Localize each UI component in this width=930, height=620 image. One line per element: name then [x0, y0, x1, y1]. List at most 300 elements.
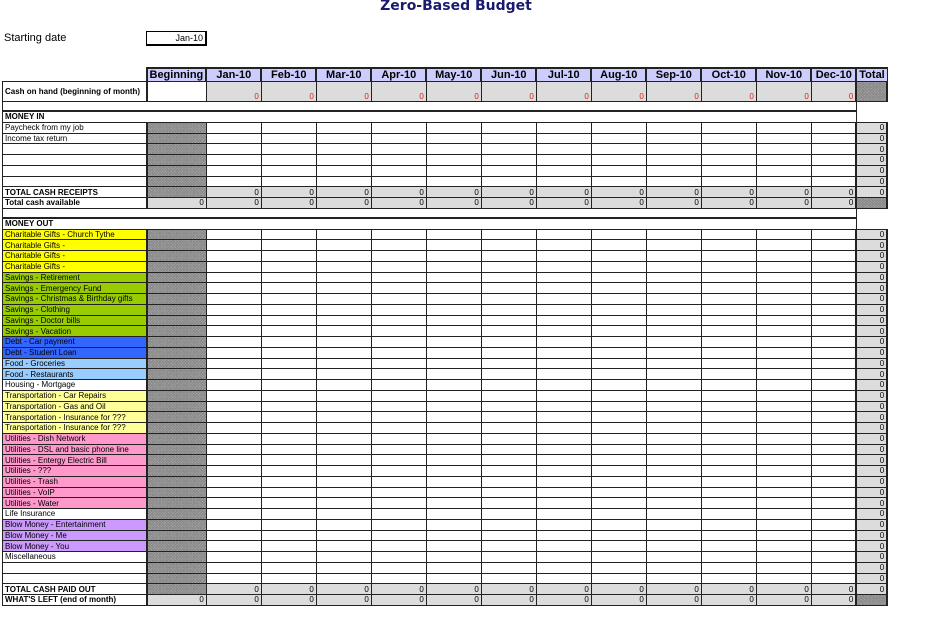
month-input[interactable]: [206, 347, 261, 358]
month-input[interactable]: [701, 261, 756, 272]
month-input[interactable]: [701, 304, 756, 315]
month-input[interactable]: [591, 251, 646, 262]
month-input[interactable]: [481, 380, 536, 391]
month-input[interactable]: [536, 541, 591, 552]
expense-label[interactable]: Transportation - Insurance for ???: [3, 423, 147, 434]
month-input[interactable]: [756, 541, 811, 552]
month-input[interactable]: [646, 444, 701, 455]
month-input[interactable]: [811, 251, 856, 262]
month-input[interactable]: [316, 562, 371, 573]
month-input[interactable]: [536, 369, 591, 380]
month-input[interactable]: [426, 466, 481, 477]
month-input[interactable]: [756, 337, 811, 348]
month-input[interactable]: [701, 122, 756, 133]
month-input[interactable]: [701, 369, 756, 380]
month-input[interactable]: [206, 133, 261, 144]
month-input[interactable]: [591, 573, 646, 584]
starting-date-input[interactable]: Jan-10: [146, 31, 207, 46]
month-input[interactable]: [206, 487, 261, 498]
month-input[interactable]: [701, 433, 756, 444]
expense-label[interactable]: Utilities - Trash: [3, 476, 147, 487]
month-input[interactable]: [261, 369, 316, 380]
month-input[interactable]: [426, 304, 481, 315]
month-input[interactable]: [646, 562, 701, 573]
month-input[interactable]: [371, 466, 426, 477]
month-input[interactable]: [591, 347, 646, 358]
month-input[interactable]: [536, 240, 591, 251]
month-input[interactable]: [371, 369, 426, 380]
month-input[interactable]: [481, 509, 536, 520]
expense-label[interactable]: Savings - Emergency Fund: [3, 283, 147, 294]
month-input[interactable]: [206, 412, 261, 423]
month-input[interactable]: [316, 315, 371, 326]
month-input[interactable]: [316, 498, 371, 509]
expense-label[interactable]: Savings - Retirement: [3, 272, 147, 283]
month-input[interactable]: [371, 261, 426, 272]
month-input[interactable]: [426, 455, 481, 466]
expense-label[interactable]: Savings - Doctor bills: [3, 315, 147, 326]
month-input[interactable]: [426, 498, 481, 509]
month-input[interactable]: [536, 358, 591, 369]
month-input[interactable]: [756, 144, 811, 155]
month-input[interactable]: [591, 423, 646, 434]
month-input[interactable]: [481, 251, 536, 262]
month-input[interactable]: [261, 176, 316, 187]
month-input[interactable]: [646, 369, 701, 380]
month-input[interactable]: [646, 272, 701, 283]
month-input[interactable]: [481, 261, 536, 272]
month-input[interactable]: [591, 176, 646, 187]
month-input[interactable]: [591, 315, 646, 326]
month-input[interactable]: [811, 176, 856, 187]
month-input[interactable]: [536, 122, 591, 133]
month-input[interactable]: [646, 487, 701, 498]
expense-label[interactable]: Utilities - Entergy Electric Bill: [3, 455, 147, 466]
month-input[interactable]: [481, 176, 536, 187]
month-input[interactable]: [646, 283, 701, 294]
month-input[interactable]: [536, 326, 591, 337]
month-input[interactable]: [426, 155, 481, 166]
month-input[interactable]: [756, 251, 811, 262]
month-input[interactable]: [316, 358, 371, 369]
month-input[interactable]: [316, 261, 371, 272]
month-input[interactable]: [646, 530, 701, 541]
month-input[interactable]: [646, 552, 701, 563]
month-input[interactable]: [426, 272, 481, 283]
month-input[interactable]: [206, 401, 261, 412]
month-input[interactable]: [206, 369, 261, 380]
month-input[interactable]: [701, 476, 756, 487]
month-input[interactable]: [701, 229, 756, 240]
month-input[interactable]: [536, 347, 591, 358]
month-input[interactable]: [536, 487, 591, 498]
month-input[interactable]: [756, 519, 811, 530]
month-input[interactable]: [371, 272, 426, 283]
month-input[interactable]: [701, 390, 756, 401]
month-input[interactable]: [646, 509, 701, 520]
month-input[interactable]: [646, 144, 701, 155]
month-input[interactable]: [811, 433, 856, 444]
month-input[interactable]: [756, 155, 811, 166]
month-input[interactable]: [261, 304, 316, 315]
month-input[interactable]: [646, 541, 701, 552]
month-input[interactable]: [261, 390, 316, 401]
month-input[interactable]: [316, 455, 371, 466]
month-input[interactable]: [481, 144, 536, 155]
month-input[interactable]: [811, 455, 856, 466]
month-input[interactable]: [536, 476, 591, 487]
month-input[interactable]: [481, 229, 536, 240]
month-input[interactable]: [701, 165, 756, 176]
month-input[interactable]: [481, 562, 536, 573]
month-input[interactable]: [646, 412, 701, 423]
month-input[interactable]: [371, 358, 426, 369]
month-input[interactable]: [811, 122, 856, 133]
month-input[interactable]: [536, 573, 591, 584]
expense-label[interactable]: Utilities - ???: [3, 466, 147, 477]
month-input[interactable]: [426, 176, 481, 187]
month-input[interactable]: [701, 294, 756, 305]
month-input[interactable]: [371, 423, 426, 434]
month-input[interactable]: [261, 144, 316, 155]
month-input[interactable]: [426, 283, 481, 294]
month-input[interactable]: [536, 315, 591, 326]
month-input[interactable]: [426, 562, 481, 573]
month-input[interactable]: [591, 487, 646, 498]
month-input[interactable]: [316, 229, 371, 240]
month-input[interactable]: [646, 498, 701, 509]
month-input[interactable]: [591, 562, 646, 573]
month-input[interactable]: [756, 433, 811, 444]
month-input[interactable]: [591, 476, 646, 487]
month-input[interactable]: [481, 165, 536, 176]
income-label[interactable]: [3, 155, 147, 166]
month-input[interactable]: [481, 433, 536, 444]
month-input[interactable]: [316, 444, 371, 455]
month-input[interactable]: [261, 487, 316, 498]
month-input[interactable]: [316, 519, 371, 530]
month-input[interactable]: [481, 552, 536, 563]
month-input[interactable]: [646, 476, 701, 487]
month-input[interactable]: [206, 337, 261, 348]
month-input[interactable]: [316, 272, 371, 283]
month-input[interactable]: [756, 476, 811, 487]
month-input[interactable]: [591, 272, 646, 283]
month-input[interactable]: [371, 337, 426, 348]
month-input[interactable]: [811, 519, 856, 530]
month-input[interactable]: [646, 133, 701, 144]
month-input[interactable]: [481, 498, 536, 509]
month-input[interactable]: [591, 530, 646, 541]
month-input[interactable]: [591, 380, 646, 391]
month-input[interactable]: [261, 509, 316, 520]
month-input[interactable]: [536, 261, 591, 272]
month-input[interactable]: [426, 401, 481, 412]
income-label[interactable]: Income tax return: [3, 133, 147, 144]
month-input[interactable]: [371, 476, 426, 487]
month-input[interactable]: [206, 294, 261, 305]
month-input[interactable]: [646, 573, 701, 584]
month-input[interactable]: [206, 380, 261, 391]
month-input[interactable]: [811, 144, 856, 155]
month-input[interactable]: [811, 261, 856, 272]
month-input[interactable]: [481, 272, 536, 283]
month-input[interactable]: [756, 133, 811, 144]
month-input[interactable]: [426, 165, 481, 176]
month-input[interactable]: [316, 476, 371, 487]
month-input[interactable]: [481, 155, 536, 166]
month-input[interactable]: [481, 358, 536, 369]
month-input[interactable]: [701, 272, 756, 283]
expense-label[interactable]: Housing - Mortgage: [3, 380, 147, 391]
month-input[interactable]: [316, 541, 371, 552]
month-input[interactable]: [811, 155, 856, 166]
month-input[interactable]: [701, 315, 756, 326]
month-input[interactable]: [206, 390, 261, 401]
month-input[interactable]: [481, 369, 536, 380]
month-input[interactable]: [371, 165, 426, 176]
month-input[interactable]: [756, 487, 811, 498]
month-input[interactable]: [426, 315, 481, 326]
month-input[interactable]: [481, 122, 536, 133]
month-input[interactable]: [591, 401, 646, 412]
month-input[interactable]: [756, 423, 811, 434]
month-input[interactable]: [756, 176, 811, 187]
month-input[interactable]: [206, 240, 261, 251]
month-input[interactable]: [701, 530, 756, 541]
month-input[interactable]: [426, 552, 481, 563]
month-input[interactable]: [811, 476, 856, 487]
month-input[interactable]: [811, 412, 856, 423]
month-input[interactable]: [371, 401, 426, 412]
month-input[interactable]: [426, 294, 481, 305]
month-input[interactable]: [261, 165, 316, 176]
expense-label[interactable]: Transportation - Gas and Oil: [3, 401, 147, 412]
month-input[interactable]: [206, 229, 261, 240]
month-input[interactable]: [756, 272, 811, 283]
month-input[interactable]: [536, 337, 591, 348]
month-input[interactable]: [481, 444, 536, 455]
month-input[interactable]: [646, 315, 701, 326]
month-input[interactable]: [481, 519, 536, 530]
month-input[interactable]: [371, 455, 426, 466]
month-input[interactable]: [261, 347, 316, 358]
month-input[interactable]: [811, 165, 856, 176]
month-input[interactable]: [316, 294, 371, 305]
month-input[interactable]: [371, 412, 426, 423]
month-input[interactable]: [811, 380, 856, 391]
month-input[interactable]: [811, 358, 856, 369]
month-input[interactable]: [316, 347, 371, 358]
month-input[interactable]: [206, 433, 261, 444]
month-input[interactable]: [591, 283, 646, 294]
month-input[interactable]: [756, 573, 811, 584]
month-input[interactable]: [316, 487, 371, 498]
month-input[interactable]: [811, 390, 856, 401]
month-input[interactable]: [536, 251, 591, 262]
month-input[interactable]: [316, 326, 371, 337]
month-input[interactable]: [481, 390, 536, 401]
month-input[interactable]: [756, 315, 811, 326]
month-input[interactable]: [591, 294, 646, 305]
expense-label[interactable]: Life Insurance: [3, 509, 147, 520]
month-input[interactable]: [591, 412, 646, 423]
month-input[interactable]: [261, 423, 316, 434]
month-input[interactable]: [701, 240, 756, 251]
month-input[interactable]: [701, 519, 756, 530]
month-input[interactable]: [701, 144, 756, 155]
month-input[interactable]: [261, 229, 316, 240]
month-input[interactable]: [756, 498, 811, 509]
month-input[interactable]: [261, 315, 316, 326]
month-input[interactable]: [756, 390, 811, 401]
month-input[interactable]: [261, 541, 316, 552]
month-input[interactable]: [591, 122, 646, 133]
month-input[interactable]: [261, 498, 316, 509]
month-input[interactable]: [756, 509, 811, 520]
month-input[interactable]: [591, 358, 646, 369]
month-input[interactable]: [756, 530, 811, 541]
expense-label[interactable]: Transportation - Car Repairs: [3, 390, 147, 401]
month-input[interactable]: [591, 444, 646, 455]
income-label[interactable]: [3, 176, 147, 187]
month-input[interactable]: [316, 509, 371, 520]
month-input[interactable]: [646, 229, 701, 240]
expense-label[interactable]: Charitable Gifts - Church Tythe: [3, 229, 147, 240]
month-input[interactable]: [646, 261, 701, 272]
month-input[interactable]: [756, 326, 811, 337]
month-input[interactable]: [426, 229, 481, 240]
month-input[interactable]: [756, 294, 811, 305]
month-input[interactable]: [261, 412, 316, 423]
month-input[interactable]: [591, 229, 646, 240]
month-input[interactable]: [426, 433, 481, 444]
month-input[interactable]: [536, 133, 591, 144]
month-input[interactable]: [756, 358, 811, 369]
month-input[interactable]: [426, 412, 481, 423]
month-input[interactable]: [371, 444, 426, 455]
month-input[interactable]: [481, 423, 536, 434]
month-input[interactable]: [371, 541, 426, 552]
month-input[interactable]: [591, 519, 646, 530]
month-input[interactable]: [701, 337, 756, 348]
month-input[interactable]: [371, 347, 426, 358]
month-input[interactable]: [206, 304, 261, 315]
month-input[interactable]: [316, 144, 371, 155]
month-input[interactable]: [206, 530, 261, 541]
month-input[interactable]: [316, 251, 371, 262]
month-input[interactable]: [811, 573, 856, 584]
month-input[interactable]: [206, 326, 261, 337]
month-input[interactable]: [261, 444, 316, 455]
month-input[interactable]: [206, 519, 261, 530]
month-input[interactable]: [701, 573, 756, 584]
beginning-cell[interactable]: [147, 82, 207, 102]
month-input[interactable]: [481, 530, 536, 541]
month-input[interactable]: [701, 487, 756, 498]
month-input[interactable]: [261, 466, 316, 477]
month-input[interactable]: [536, 165, 591, 176]
month-input[interactable]: [426, 144, 481, 155]
month-input[interactable]: [701, 552, 756, 563]
expense-label[interactable]: Savings - Christmas & Birthday gifts: [3, 294, 147, 305]
month-input[interactable]: [701, 133, 756, 144]
month-input[interactable]: [646, 304, 701, 315]
month-input[interactable]: [591, 466, 646, 477]
month-input[interactable]: [261, 326, 316, 337]
month-input[interactable]: [646, 326, 701, 337]
month-input[interactable]: [426, 369, 481, 380]
month-input[interactable]: [206, 509, 261, 520]
month-input[interactable]: [646, 455, 701, 466]
month-input[interactable]: [316, 176, 371, 187]
month-input[interactable]: [371, 155, 426, 166]
month-input[interactable]: [261, 240, 316, 251]
month-input[interactable]: [426, 423, 481, 434]
month-input[interactable]: [371, 487, 426, 498]
month-input[interactable]: [701, 155, 756, 166]
month-input[interactable]: [206, 315, 261, 326]
month-input[interactable]: [756, 283, 811, 294]
month-input[interactable]: [261, 358, 316, 369]
month-input[interactable]: [371, 283, 426, 294]
month-input[interactable]: [426, 122, 481, 133]
month-input[interactable]: [206, 455, 261, 466]
month-input[interactable]: [536, 498, 591, 509]
expense-label[interactable]: Food - Groceries: [3, 358, 147, 369]
month-input[interactable]: [206, 261, 261, 272]
month-input[interactable]: [701, 466, 756, 477]
month-input[interactable]: [811, 304, 856, 315]
month-input[interactable]: [316, 240, 371, 251]
month-input[interactable]: [591, 509, 646, 520]
month-input[interactable]: [481, 401, 536, 412]
month-input[interactable]: [426, 326, 481, 337]
income-label[interactable]: [3, 165, 147, 176]
month-input[interactable]: [536, 433, 591, 444]
month-input[interactable]: [756, 122, 811, 133]
month-input[interactable]: [261, 476, 316, 487]
month-input[interactable]: [756, 552, 811, 563]
month-input[interactable]: [371, 122, 426, 133]
month-input[interactable]: [206, 251, 261, 262]
month-input[interactable]: [206, 476, 261, 487]
month-input[interactable]: [481, 337, 536, 348]
month-input[interactable]: [426, 251, 481, 262]
month-input[interactable]: [206, 444, 261, 455]
month-input[interactable]: [261, 562, 316, 573]
month-input[interactable]: [481, 283, 536, 294]
month-input[interactable]: [536, 229, 591, 240]
month-input[interactable]: [811, 347, 856, 358]
month-input[interactable]: [481, 541, 536, 552]
expense-label[interactable]: Savings - Vacation: [3, 326, 147, 337]
month-input[interactable]: [811, 530, 856, 541]
month-input[interactable]: [261, 380, 316, 391]
month-input[interactable]: [481, 573, 536, 584]
month-input[interactable]: [316, 122, 371, 133]
month-input[interactable]: [756, 347, 811, 358]
month-input[interactable]: [701, 401, 756, 412]
month-input[interactable]: [591, 552, 646, 563]
month-input[interactable]: [371, 176, 426, 187]
month-input[interactable]: [756, 380, 811, 391]
month-input[interactable]: [316, 552, 371, 563]
month-input[interactable]: [206, 283, 261, 294]
month-input[interactable]: [646, 433, 701, 444]
month-input[interactable]: [536, 144, 591, 155]
month-input[interactable]: [646, 155, 701, 166]
